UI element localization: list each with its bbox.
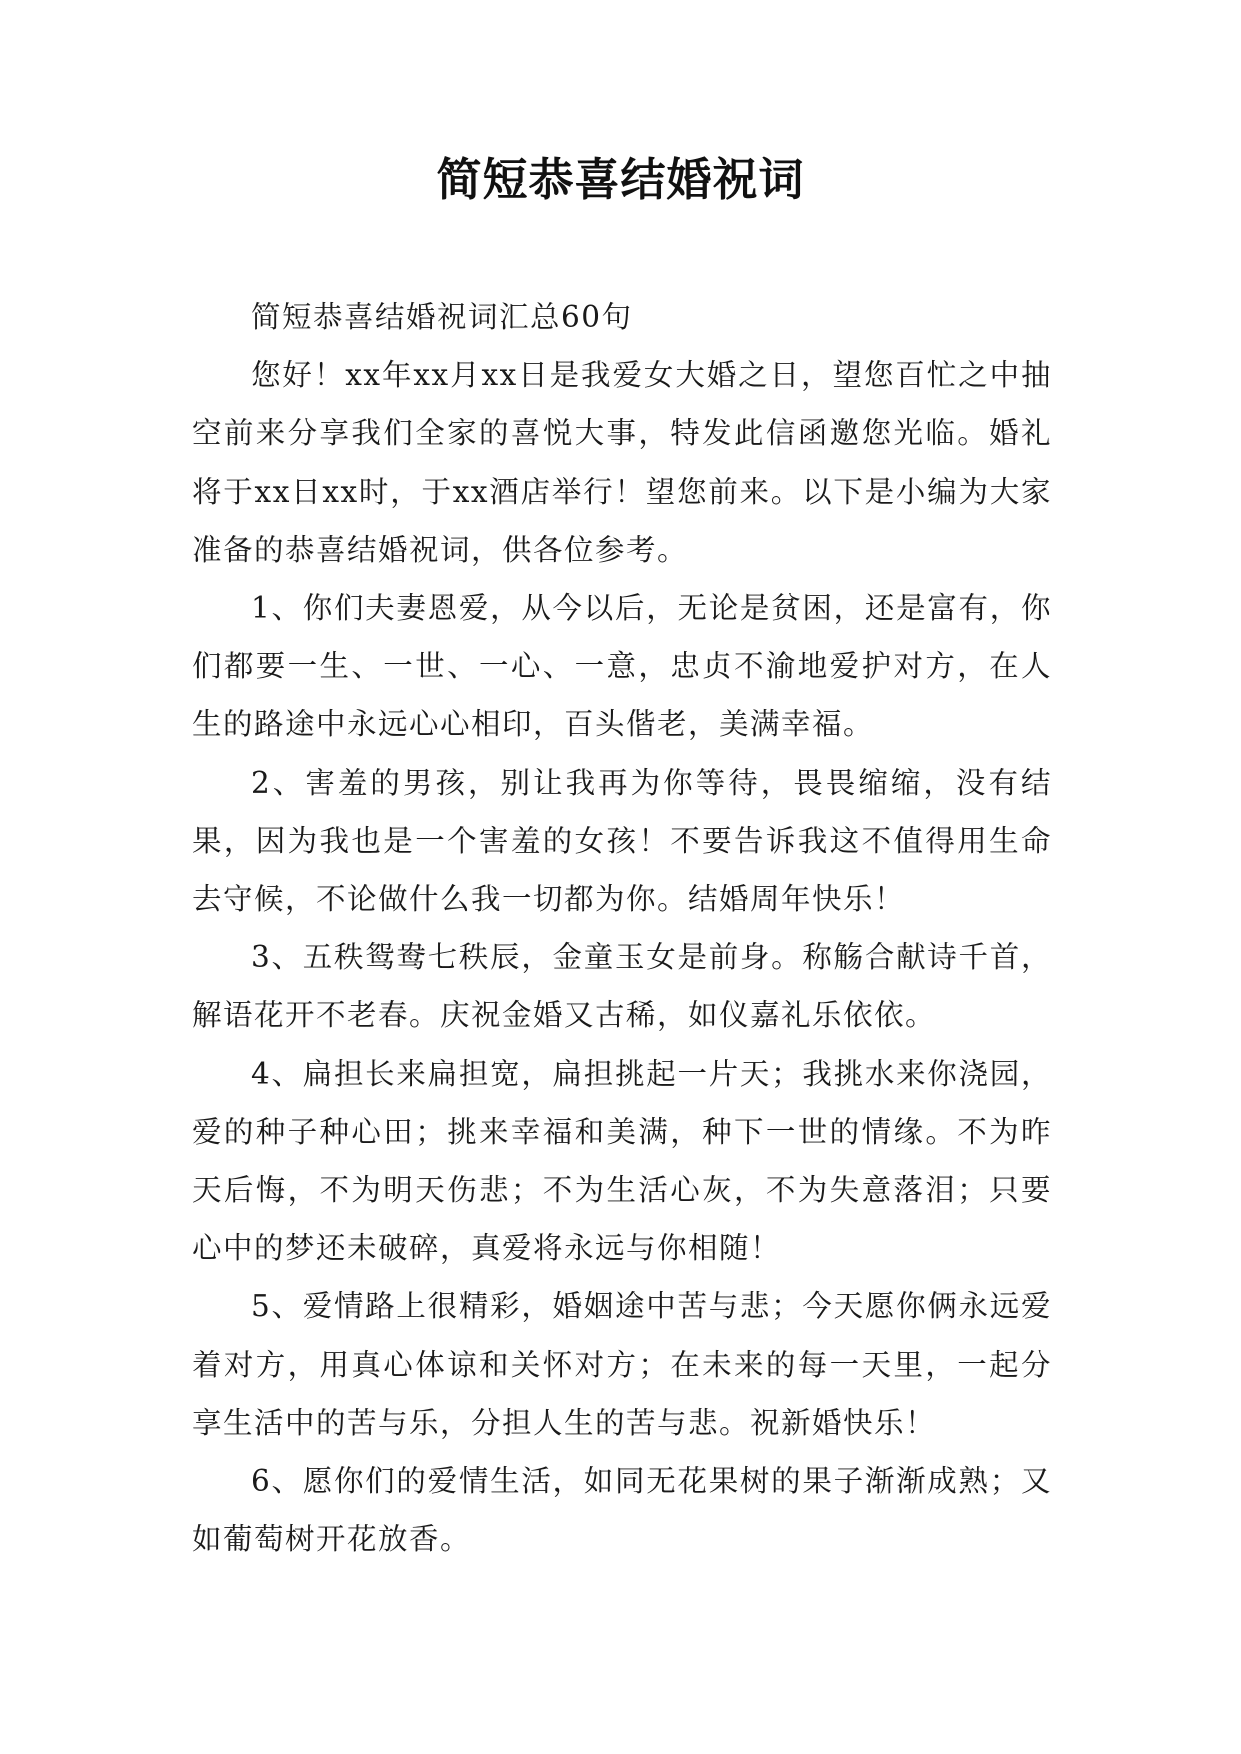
document-title: 简短恭喜结婚祝词: [436, 153, 805, 206]
paragraph-intro: 您好！xx年xx月xx日是我爱女大婚之日，望您百忙之中抽空前来分享我们全家的喜悦大事，特发此信函邀您光临。婚礼将于xx日xx时，于xx酒店举行！望您前来。以下是小编为大家准备的恭喜结婚祝词，供各位参考。: [192, 358, 1052, 567]
paragraph-item-5: 5、爱情路上很精彩，婚姻途中苦与悲；今天愿你俩永远爱着对方，用真心体谅和关怀对方；在未来的每一天里，一起分享生活中的苦与乐，分担人生的苦与悲。祝新婚快乐！: [192, 1289, 1052, 1440]
paragraph-item-3: 3、五秩鸳鸯七秩辰，金童玉女是前身。称觞合献诗千首，解语花开不老春。庆祝金婚又古稀，如仪嘉礼乐依依。: [192, 940, 1052, 1033]
paragraph-item-1: 1、你们夫妻恩爱，从今以后，无论是贫困，还是富有，你们都要一生、一世、一心、一意，忠贞不渝地爱护对方，在人生的路途中永远心心相印，百头偕老，美满幸福。: [192, 591, 1052, 742]
paragraph-item-4: 4、扁担长来扁担宽，扁担挑起一片天；我挑水来你浇园，爱的种子种心田；挑来幸福和美满，种下一世的情缘。不为昨天后悔，不为明天伤悲；不为生活心灰，不为失意落泪；只要心中的梦还未破碎，真爱将永远与你相随！: [192, 1056, 1052, 1266]
paragraph-subtitle: 简短恭喜结婚祝词汇总60句: [251, 300, 633, 334]
paragraph-item-2: 2、害羞的男孩，别让我再为你等待，畏畏缩缩，没有结果，因为我也是一个害羞的女孩！不要告诉我这不值得用生命去守候，不论做什么我一切都为你。结婚周年快乐！: [192, 765, 1052, 917]
document-body: [192, 288, 1052, 1568]
paragraph-item-6: 6、愿你们的爱情生活，如同无花果树的果子渐渐成熟；又如葡萄树开花放香。: [192, 1464, 1052, 1557]
